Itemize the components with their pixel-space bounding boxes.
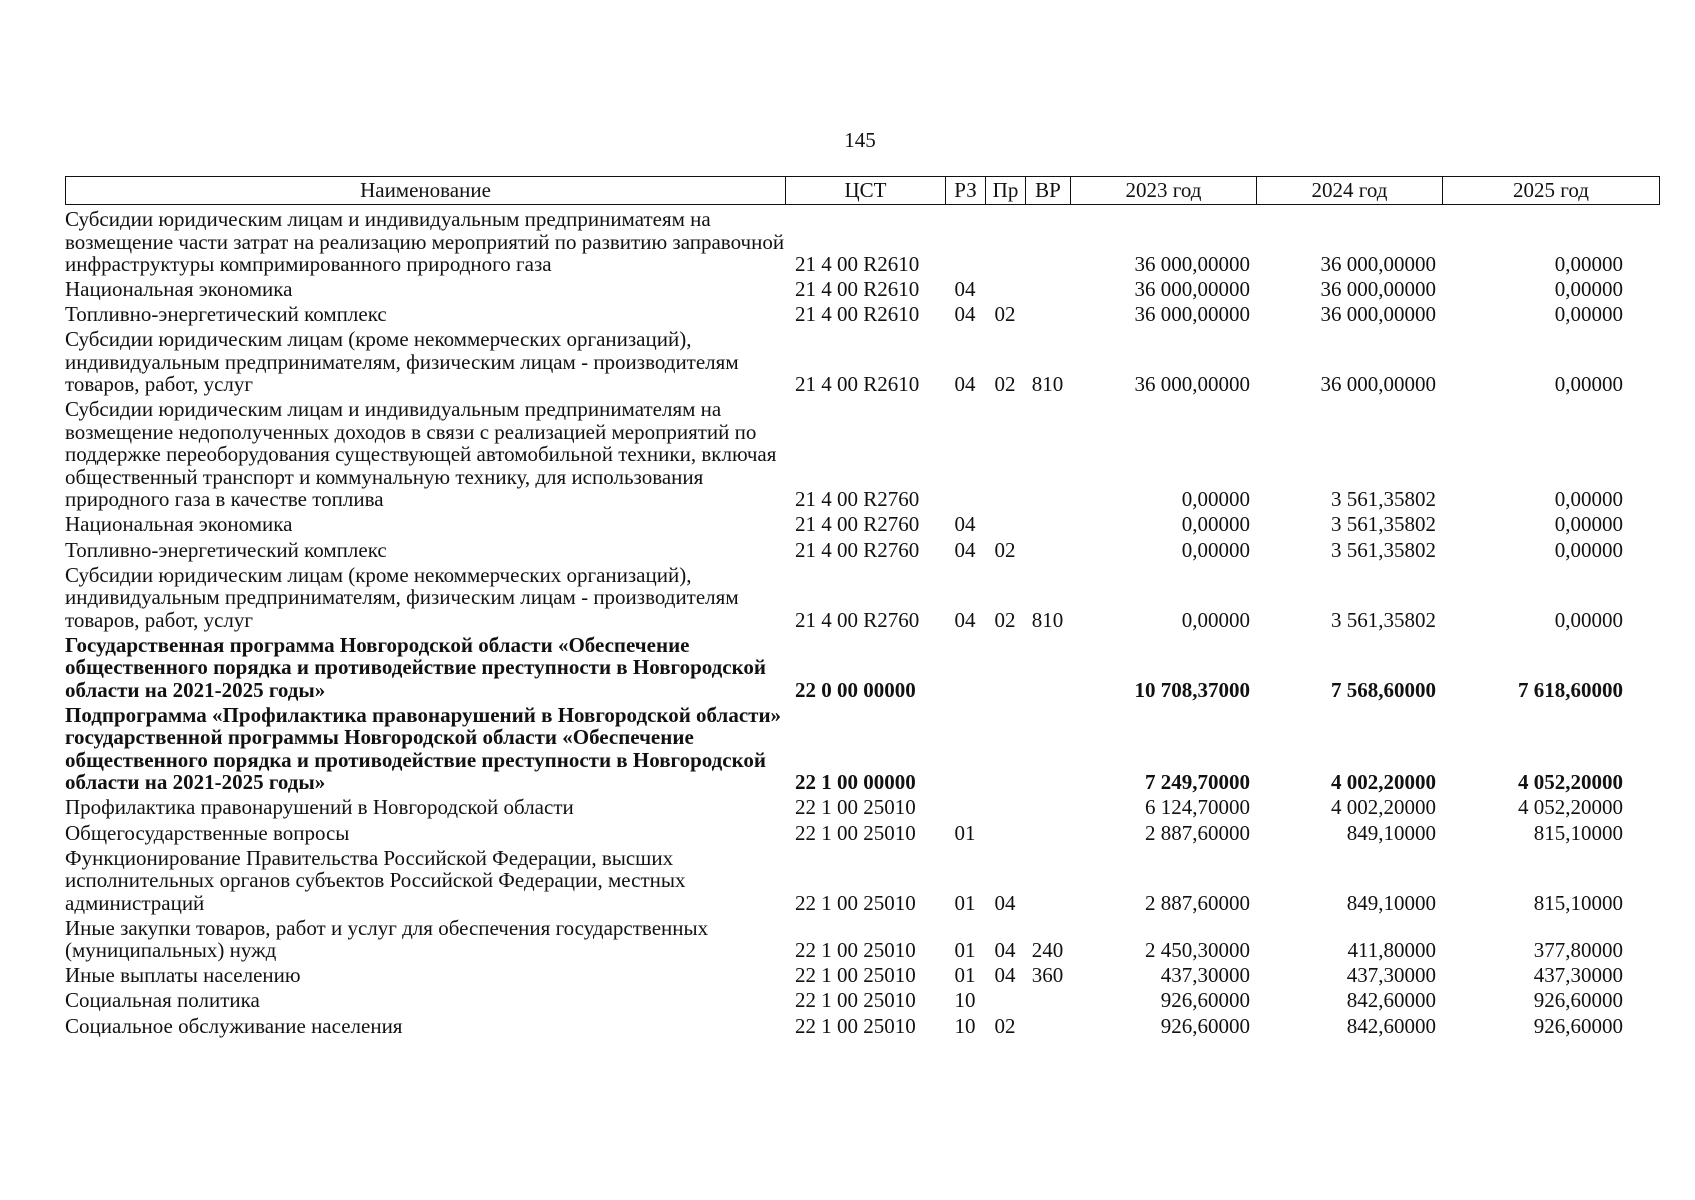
table-row: [65, 704, 1659, 794]
row-cst: 22 1 00 00000: [795, 770, 916, 795]
row-value-2025: 0,00000: [1554, 372, 1623, 397]
row-rz: 04: [954, 537, 976, 562]
column-header-2024: 2024 год: [1257, 177, 1443, 205]
row-name: Иные выплаты населению: [65, 963, 301, 988]
row-cst: 22 1 00 25010: [795, 795, 916, 820]
row-value-2023: 36 000,00000: [1134, 277, 1250, 302]
row-value-2024: 36 000,00000: [1320, 277, 1436, 302]
table-row: [65, 917, 1659, 962]
row-value-2025: 0,00000: [1554, 302, 1623, 327]
row-rz: 01: [954, 963, 976, 988]
row-value-2023: 6 124,70000: [1145, 795, 1250, 820]
row-value-2023: 926,60000: [1160, 988, 1250, 1013]
row-value-2025: 0,00000: [1554, 252, 1623, 276]
row-value-2024: 842,60000: [1346, 1013, 1436, 1038]
row-value-2024: 36 000,00000: [1320, 372, 1436, 397]
row-value-2024: 7 568,60000: [1331, 677, 1436, 702]
row-pr: 02: [994, 372, 1016, 397]
row-pr: 04: [994, 890, 1016, 915]
row-rz: 04: [954, 607, 976, 632]
row-cst: 21 4 00 R2760: [795, 537, 920, 562]
column-header-2025: 2025 год: [1443, 177, 1660, 205]
table-row: [65, 539, 1659, 562]
row-cst: 21 4 00 R2610: [795, 302, 920, 327]
row-rz: 01: [954, 938, 976, 963]
row-name: Субсидии юридическим лицам (кроме некоммерческих организаций), индивидуальным предпринимателям, физическим лицам - производителям товаров, работ, услуг: [65, 562, 739, 632]
row-value-2025: 377,80000: [1533, 938, 1623, 963]
row-name: Функционирование Правительства Российской Федерации, высших исполнительных органов субъектов Российской Федерации, местных администраций: [65, 845, 686, 915]
row-pr: 04: [994, 938, 1016, 963]
row-value-2025: 0,00000: [1554, 607, 1623, 632]
table-row: [65, 513, 1659, 536]
row-value-2025: 926,60000: [1533, 1013, 1623, 1038]
row-value-2024: 842,60000: [1346, 988, 1436, 1013]
row-cst: 22 1 00 25010: [795, 938, 916, 963]
row-value-2023: 0,00000: [1181, 487, 1250, 512]
row-name: Государственная программа Новгородской области «Обеспечение общественного порядка и противодействие преступности в Новгородской области на 2021-2025 годы»: [65, 632, 767, 702]
row-value-2023: 7 249,70000: [1145, 770, 1250, 795]
row-value-2023: 0,00000: [1181, 607, 1250, 632]
row-value-2023: 36 000,00000: [1134, 302, 1250, 327]
row-value-2023: 0,00000: [1181, 537, 1250, 562]
column-header-2023: 2023 год: [1071, 177, 1257, 205]
row-value-2023: 2 887,60000: [1145, 890, 1250, 915]
row-value-2024: 411,80000: [1347, 938, 1436, 963]
column-header-cst: ЦСТ: [786, 177, 946, 205]
column-header-vr: ВР: [1026, 177, 1071, 205]
row-cst: 22 1 00 25010: [795, 988, 916, 1013]
row-cst: 22 1 00 25010: [795, 890, 916, 915]
row-cst: 21 4 00 R2610: [795, 372, 920, 397]
table-body: [65, 208, 1659, 1037]
table-row: [65, 796, 1659, 819]
table-row: [65, 303, 1659, 326]
table-row: [65, 564, 1659, 632]
row-vr: 810: [1031, 372, 1064, 397]
table-row: [65, 822, 1659, 845]
row-value-2025: 7 618,60000: [1518, 677, 1623, 702]
row-name: Подпрограмма «Профилактика правонарушений в Новгородской области» государственной программы Новгородской области «Обеспечение общественного порядка и противодействие преступности в Новгородской области на 2021-2025 годы»: [65, 702, 782, 795]
table-row: [65, 1015, 1659, 1038]
row-value-2025: 0,00000: [1554, 537, 1623, 562]
row-cst: 21 4 00 R2760: [795, 512, 920, 537]
row-pr: 02: [994, 1013, 1016, 1038]
table-header: [65, 176, 1660, 205]
row-value-2024: 849,10000: [1346, 820, 1436, 845]
row-value-2023: 2 450,30000: [1145, 938, 1250, 963]
row-value-2024: 849,10000: [1346, 890, 1436, 915]
row-pr: 02: [994, 607, 1016, 632]
row-rz: 01: [954, 820, 976, 845]
row-cst: 21 4 00 R2760: [795, 607, 920, 632]
row-value-2025: 926,60000: [1533, 988, 1623, 1013]
table-row: [65, 208, 1659, 276]
row-rz: 04: [954, 512, 976, 537]
row-value-2025: 0,00000: [1554, 277, 1623, 302]
row-pr: 02: [994, 537, 1016, 562]
row-value-2024: 36 000,00000: [1320, 252, 1436, 276]
row-pr: 04: [994, 963, 1016, 988]
row-name: Субсидии юридическим лицам и индивидуальным предпринимателям на возмещение недополученных доходов в связи с реализацией мероприятий по поддержке переоборудования существующей автомобильной техники, включая общественный транспорт и коммунальную технику, для использования природного газа в качестве топлива: [65, 397, 777, 512]
row-cst: 22 1 00 25010: [795, 1013, 916, 1038]
table-row: [65, 278, 1659, 301]
table-row: [65, 847, 1659, 915]
row-cst: 22 1 00 25010: [795, 820, 916, 845]
row-value-2025: 437,30000: [1533, 963, 1623, 988]
row-value-2023: 0,00000: [1181, 512, 1250, 537]
row-rz: 10: [954, 1013, 976, 1038]
row-value-2024: 3 561,35802: [1331, 487, 1436, 512]
table-row: [65, 398, 1659, 511]
page-number: 145: [844, 128, 876, 152]
row-cst: 22 0 00 00000: [795, 677, 916, 702]
column-header-name: Наименование: [66, 177, 786, 205]
row-name: Субсидии юридическим лицам (кроме некоммерческих организаций), индивидуальным предпринимателям, физическим лицам - производителям товаров, работ, услуг: [65, 327, 739, 397]
row-cst: 21 4 00 R2760: [795, 487, 920, 512]
row-rz: 04: [954, 277, 976, 302]
row-vr: 360: [1031, 963, 1064, 988]
row-name: Субсидии юридическим лицам и индивидуальным предприниматеям на возмещение части затрат на реализацию мероприятий по развитию заправочной инфраструктуры компримированного природного газа: [65, 207, 785, 276]
row-name: Иные закупки товаров, работ и услуг для обеспечения государственных (муниципальных) нужд: [65, 915, 709, 963]
row-value-2025: 4 052,20000: [1518, 770, 1623, 795]
row-value-2023: 36 000,00000: [1134, 252, 1250, 276]
row-cst: 21 4 00 R2610: [795, 277, 920, 302]
row-name: Социальная политика: [65, 988, 260, 1013]
row-rz: 01: [954, 890, 976, 915]
row-name: Социальное обслуживание населения: [65, 1013, 403, 1038]
row-value-2025: 0,00000: [1554, 487, 1623, 512]
row-value-2024: 4 002,20000: [1331, 770, 1436, 795]
row-value-2024: 4 002,20000: [1331, 795, 1436, 820]
row-pr: 02: [994, 302, 1016, 327]
table-row: [65, 328, 1659, 396]
row-value-2023: 10 708,37000: [1134, 677, 1250, 702]
row-value-2025: 0,00000: [1554, 512, 1623, 537]
row-value-2025: 815,10000: [1533, 820, 1623, 845]
row-value-2024: 36 000,00000: [1320, 302, 1436, 327]
table-row: [65, 964, 1659, 987]
row-vr: 240: [1031, 938, 1064, 963]
row-name: Топливно-энергетический комплекс: [65, 537, 387, 562]
row-value-2025: 4 052,20000: [1518, 795, 1623, 820]
row-value-2023: 36 000,00000: [1134, 372, 1250, 397]
row-value-2024: 3 561,35802: [1331, 607, 1436, 632]
row-name: Общегосударственные вопросы: [65, 820, 350, 845]
row-rz: 10: [954, 988, 976, 1013]
row-value-2024: 437,30000: [1346, 963, 1436, 988]
table-row: [65, 989, 1659, 1012]
column-header-rz: РЗ: [946, 177, 986, 205]
row-rz: 04: [954, 372, 976, 397]
column-header-pr: Пр: [986, 177, 1026, 205]
row-value-2023: 926,60000: [1160, 1013, 1250, 1038]
row-name: Профилактика правонарушений в Новгородской области: [65, 795, 574, 820]
row-value-2025: 815,10000: [1533, 890, 1623, 915]
row-rz: 04: [954, 302, 976, 327]
row-value-2024: 3 561,35802: [1331, 537, 1436, 562]
row-value-2023: 437,30000: [1160, 963, 1250, 988]
row-name: Национальная экономика: [65, 277, 293, 302]
row-cst: 21 4 00 R2610: [795, 252, 920, 276]
row-vr: 810: [1031, 607, 1064, 632]
row-value-2024: 3 561,35802: [1331, 512, 1436, 537]
row-name: Топливно-энергетический комплекс: [65, 302, 387, 327]
row-value-2023: 2 887,60000: [1145, 820, 1250, 845]
row-cst: 22 1 00 25010: [795, 963, 916, 988]
row-name: Национальная экономика: [65, 512, 293, 537]
table-row: [65, 634, 1659, 702]
